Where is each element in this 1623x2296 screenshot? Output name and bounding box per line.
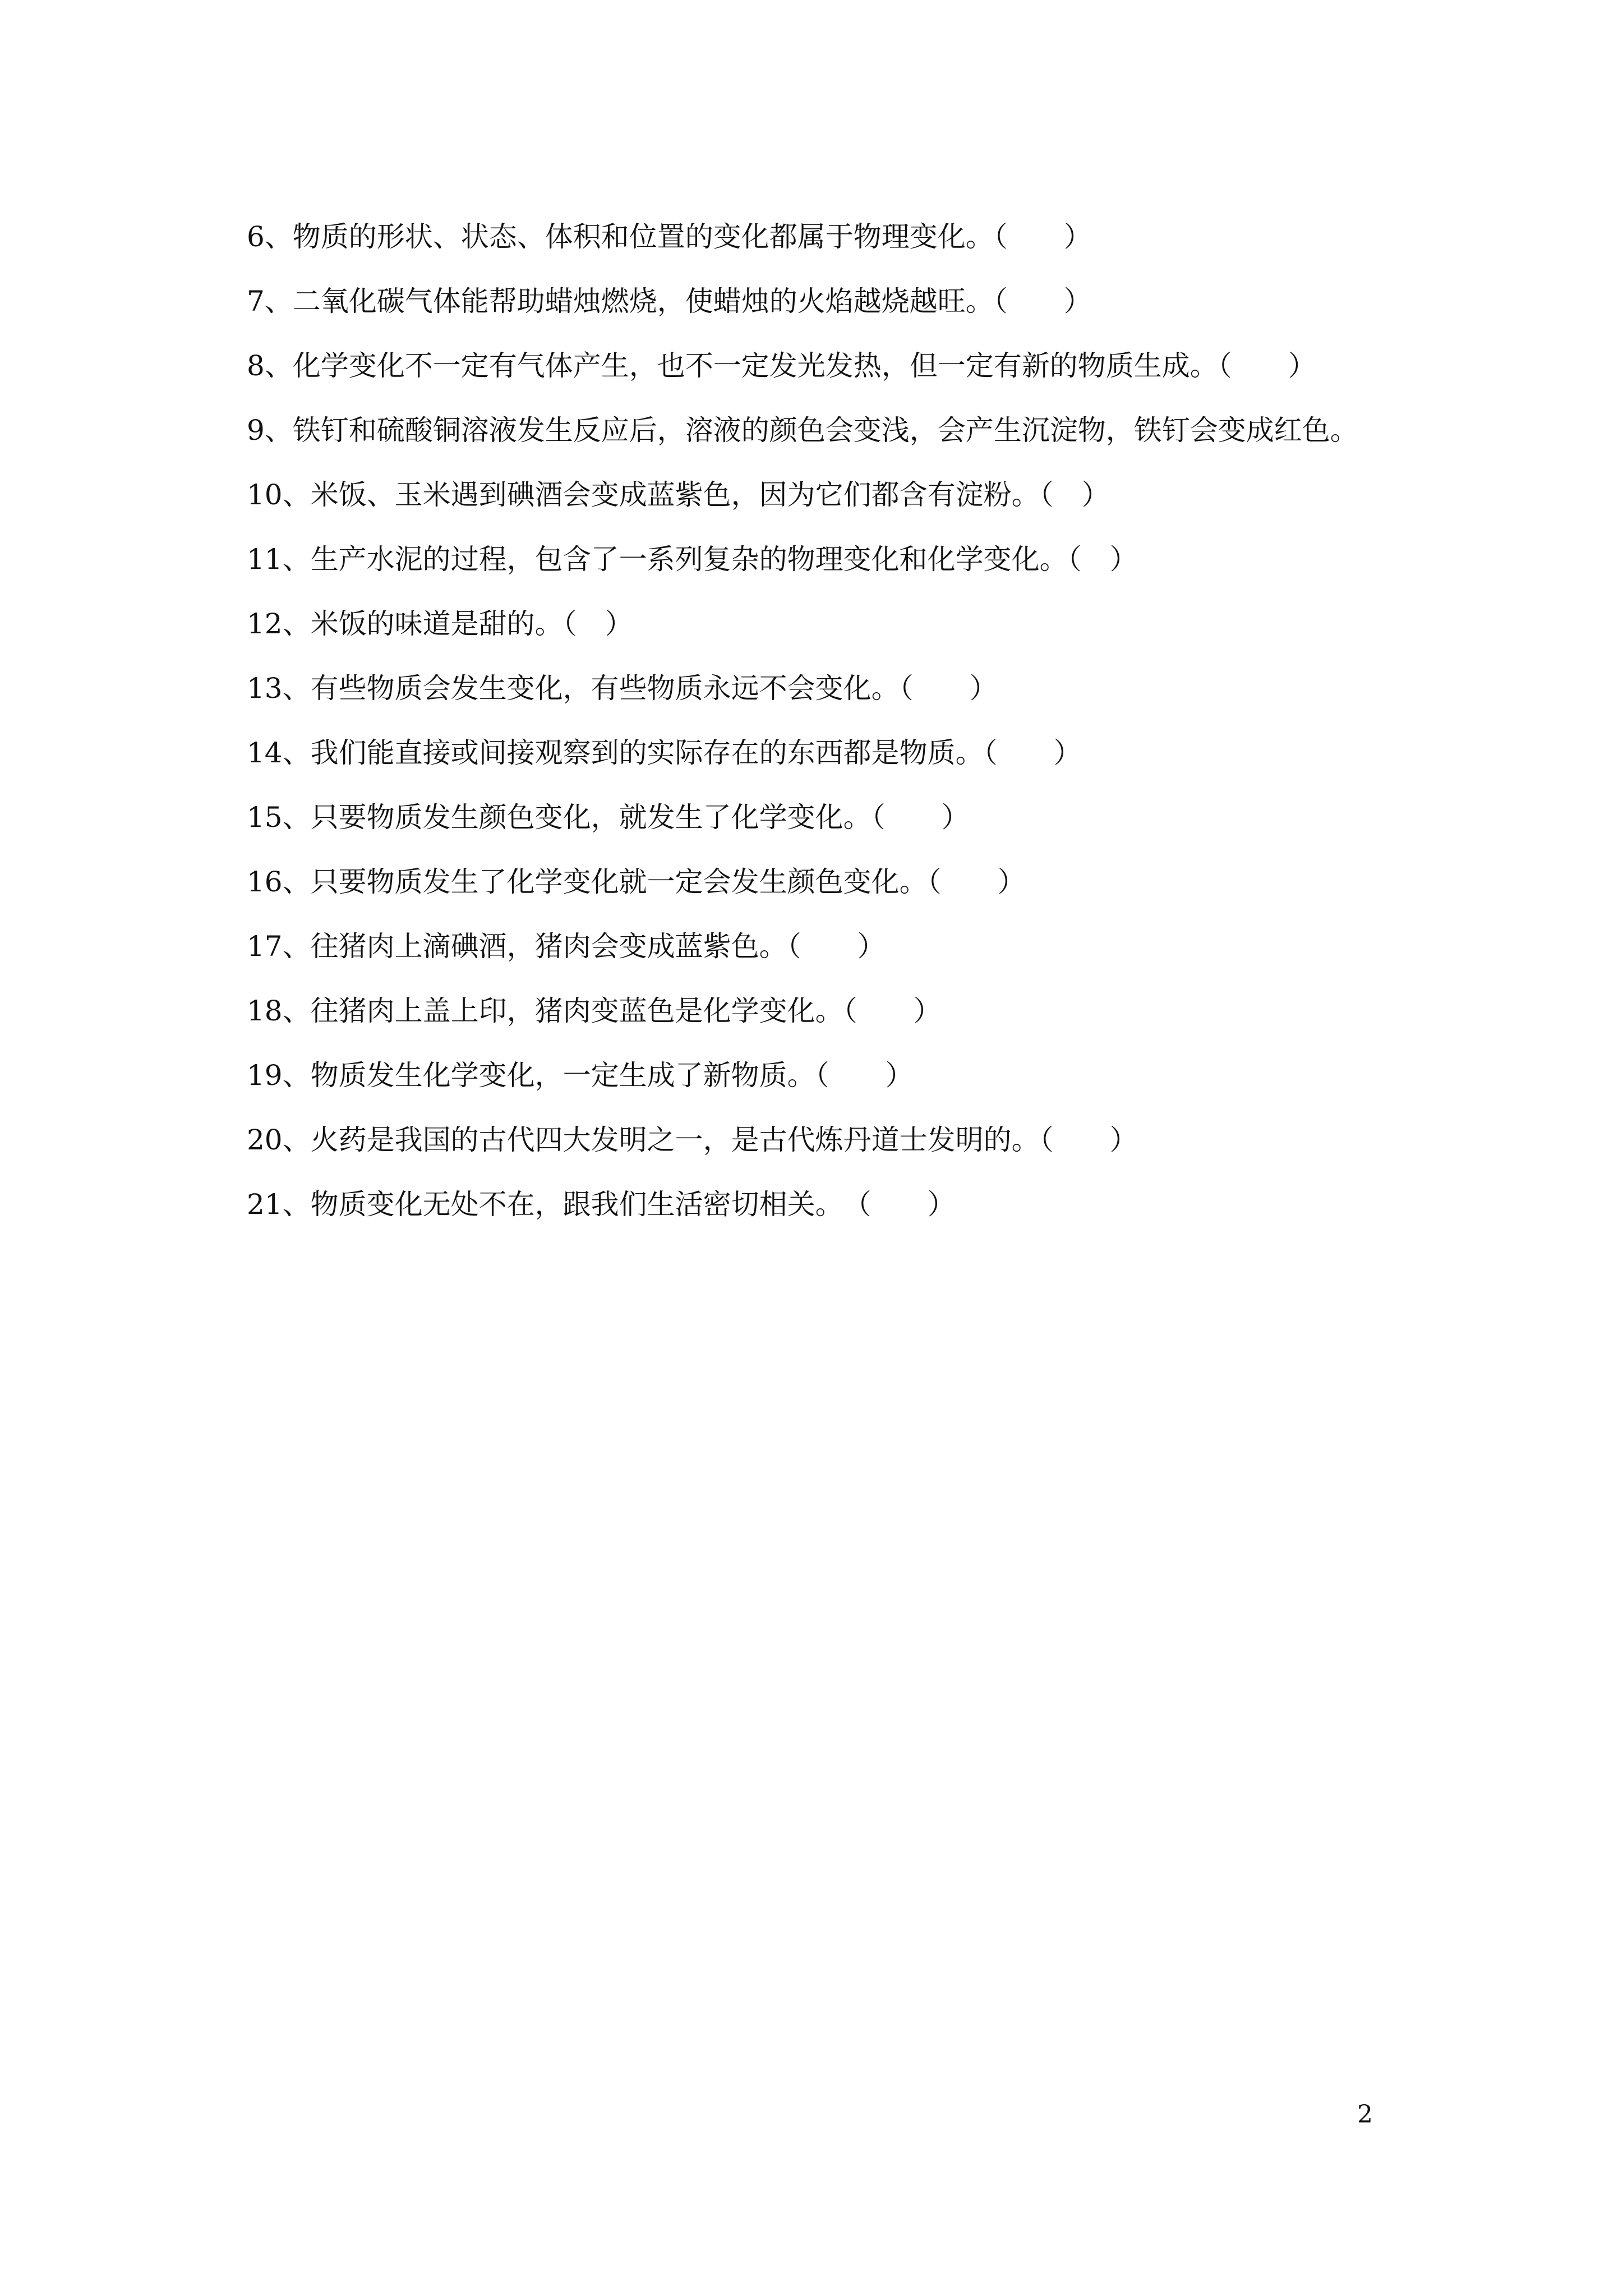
question-item: 16、只要物质发生了化学变化就一定会发生颜色变化。（ ） (247, 866, 1026, 898)
question-item: 10、米饭、玉米遇到碘酒会变成蓝紫色，因为它们都含有淀粉。（ ） (247, 478, 1110, 511)
question-item: 14、我们能直接或间接观察到的实际存在的东西都是物质。（ ） (247, 737, 1082, 769)
question-item: 11、生产水泥的过程，包含了一系列复杂的物理变化和化学变化。（ ） (247, 543, 1138, 576)
question-item: 17、往猪肉上滴碘酒，猪肉会变成蓝紫色。（ ） (247, 930, 886, 963)
question-item: 12、米饭的味道是甜的。（ ） (247, 608, 633, 640)
question-item: 21、物质变化无处不在，跟我们生活密切相关。 （ ） (247, 1188, 956, 1221)
question-item: 13、有些物质会发生变化，有些物质永远不会变化。（ ） (247, 672, 998, 705)
question-item: 15、只要物质发生颜色变化，就发生了化学变化。（ ） (247, 801, 970, 834)
question-item: 7、二氧化碳气体能帮助蜡烛燃烧，使蜡烛的火焰越烧越旺。（ ） (247, 285, 1092, 318)
question-list (247, 205, 1424, 1237)
question-item: 9、铁钉和硫酸铜溶液发生反应后，溶液的颜色会变浅，会产生沉淀物，铁钉会变成红色。 (247, 414, 1358, 447)
question-item: 6、物质的形状、状态、体积和位置的变化都属于物理变化。（ ） (247, 220, 1092, 253)
question-item: 19、物质发生化学变化，一定生成了新物质。（ ） (247, 1059, 914, 1092)
question-item: 20、火药是我国的古代四大发明之一，是古代炼丹道士发明的。（ ） (247, 1124, 1138, 1156)
page-number: 2 (1357, 2100, 1373, 2129)
question-item: 18、往猪肉上盖上印，猪肉变蓝色是化学变化。（ ） (247, 995, 942, 1027)
question-item: 8、化学变化不一定有气体产生，也不一定发光发热，但一定有新的物质生成。（ ） (247, 349, 1316, 382)
